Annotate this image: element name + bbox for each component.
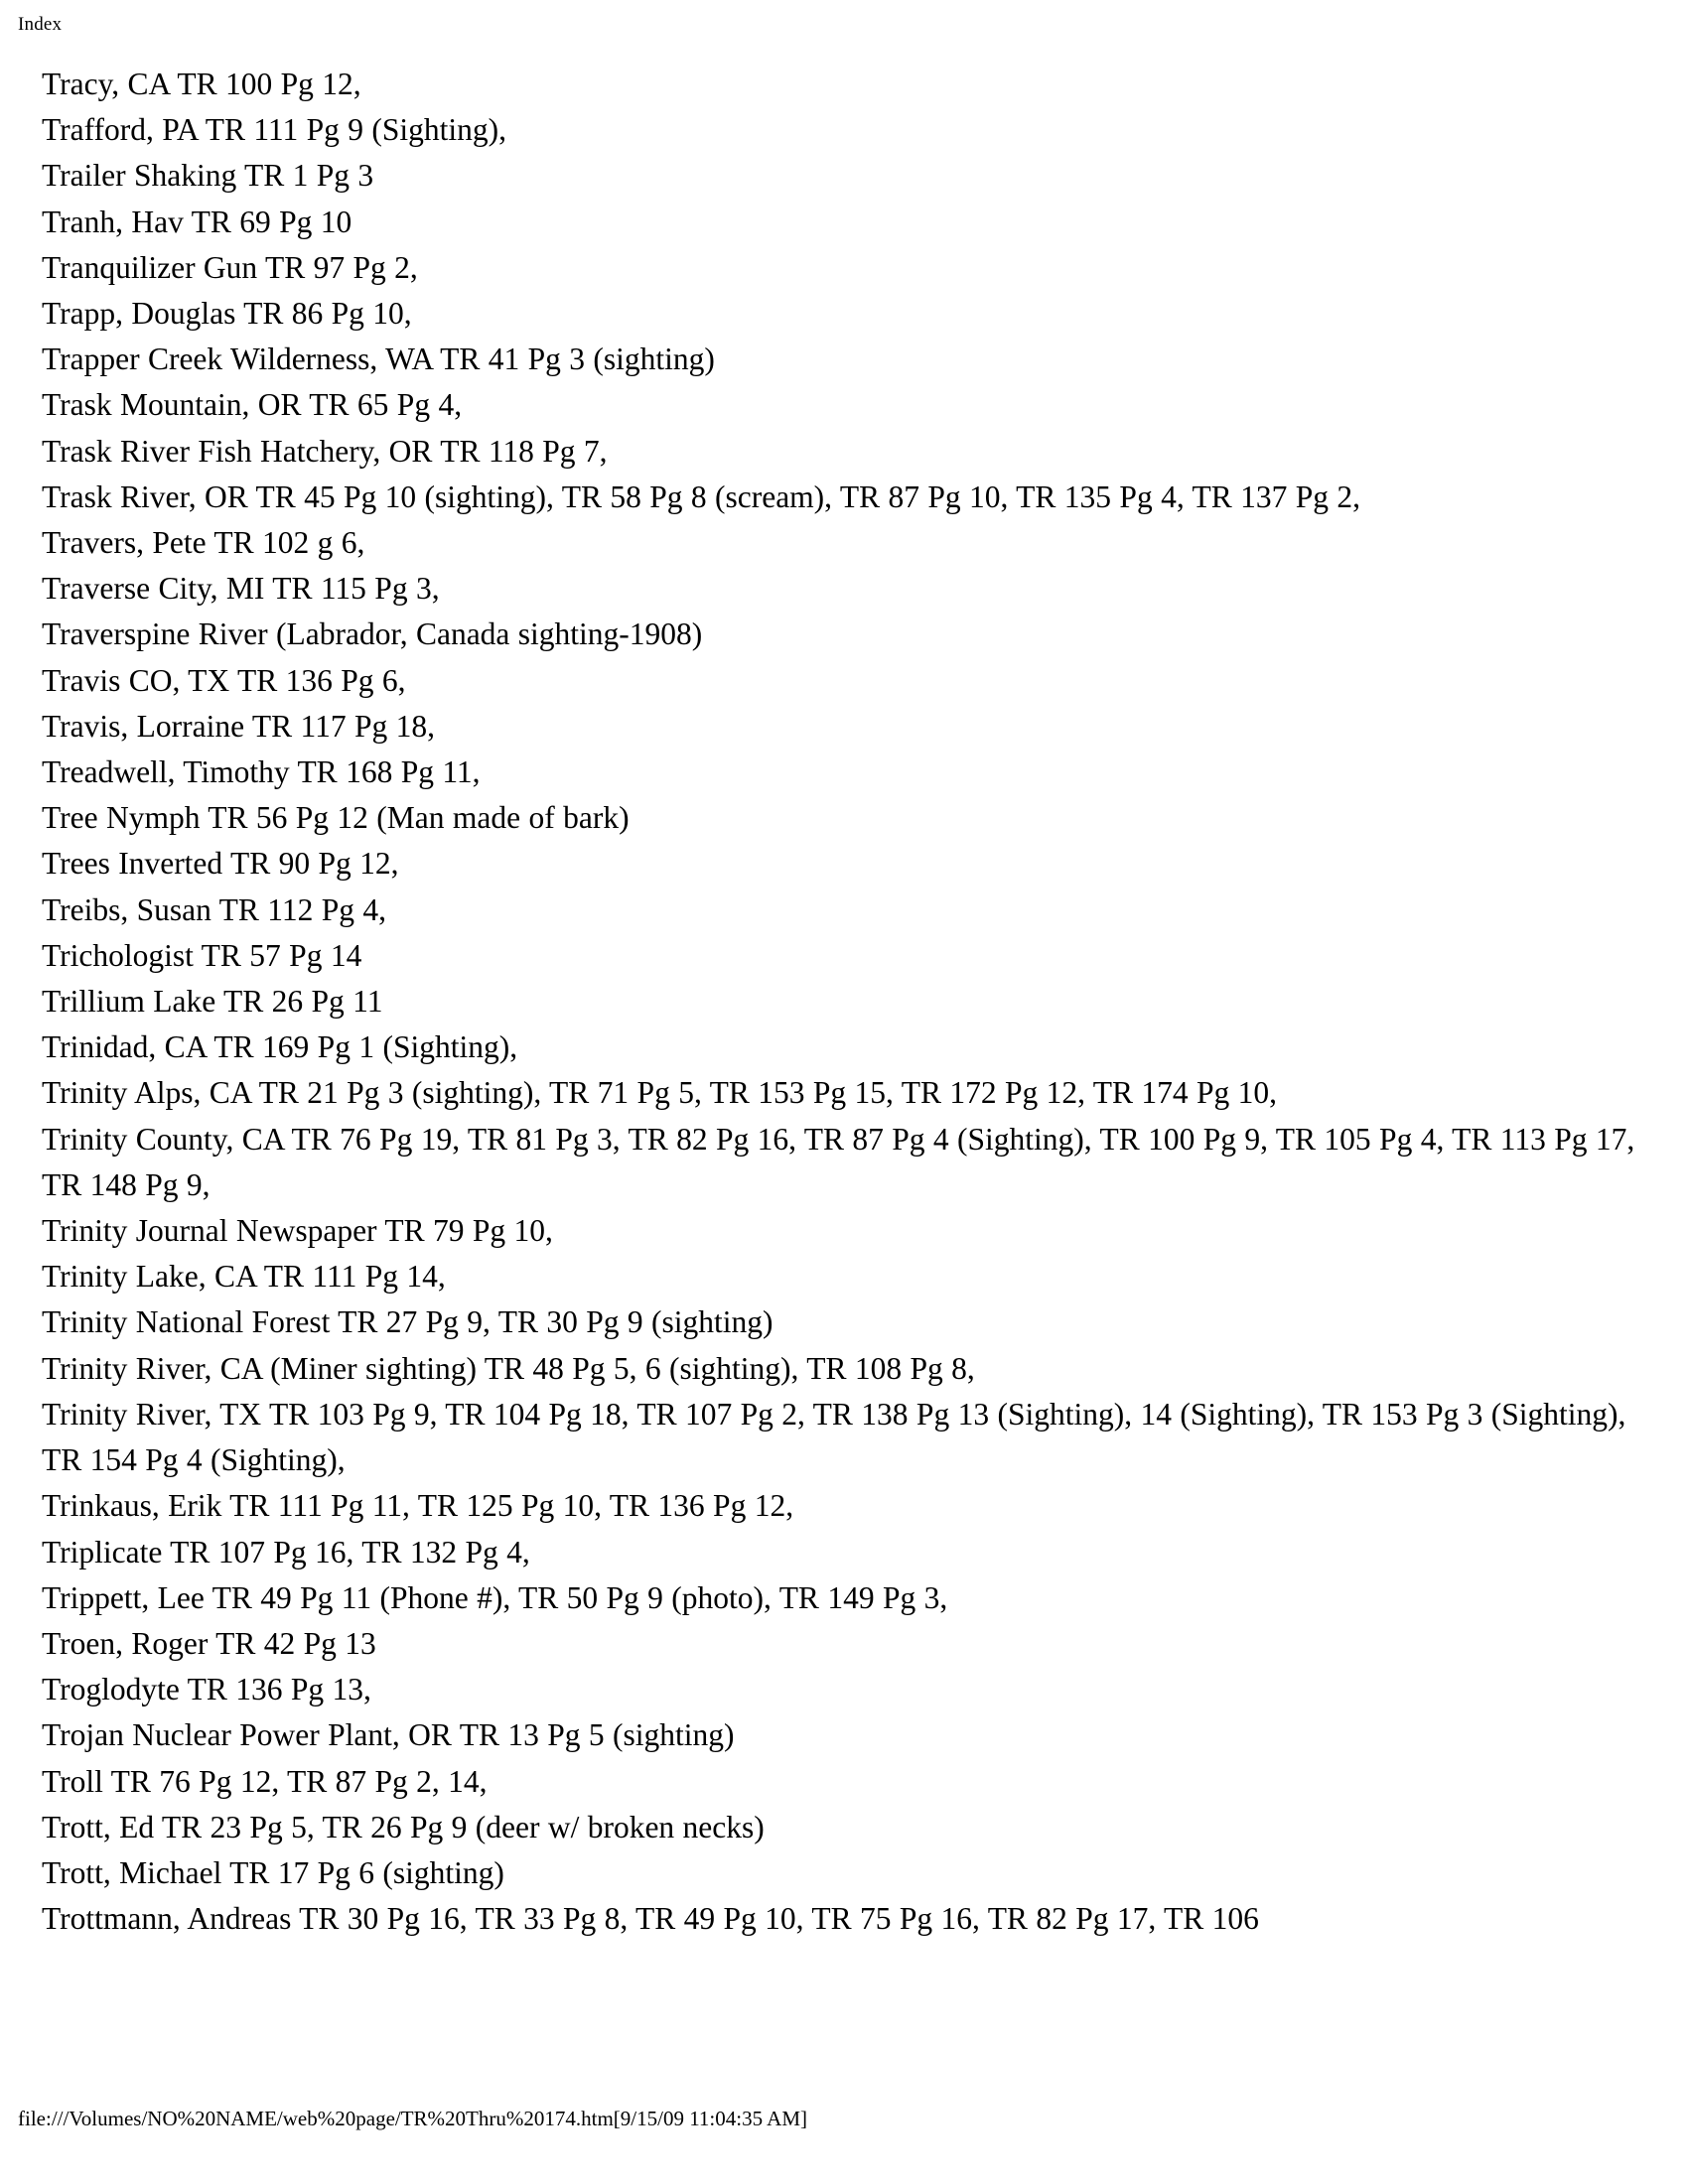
index-entry: Trottmann, Andreas TR 30 Pg 16, TR 33 Pg 8, TR 49 Pg 10, TR 75 Pg 16, TR 82 Pg 17, TR 106 [42, 1901, 1259, 1937]
index-entry: Troglodyte TR 136 Pg 13, [42, 1672, 371, 1707]
index-entry-list [42, 62, 1660, 1942]
index-entry: Troll TR 76 Pg 12, TR 87 Pg 2, 14, [42, 1763, 488, 1799]
index-entry: Trafford, PA TR 111 Pg 9 (Sighting), [42, 112, 507, 148]
index-entry: Traverse City, MI TR 115 Pg 3, [42, 571, 440, 607]
index-entry: Trapper Creek Wilderness, WA TR 41 Pg 3 (sighting) [42, 341, 715, 377]
index-entry: Trinkaus, Erik TR 111 Pg 11, TR 125 Pg 10, TR 136 Pg 12, [42, 1488, 794, 1524]
index-entry: Trask River, OR TR 45 Pg 10 (sighting), TR 58 Pg 8 (scream), TR 87 Pg 10, TR 135 Pg 4, TR 137 Pg 2, [42, 478, 1361, 514]
page-header-label: Index [18, 14, 63, 35]
index-entry: Trask River Fish Hatchery, OR TR 118 Pg 7, [42, 433, 608, 469]
index-entry: Trojan Nuclear Power Plant, OR TR 13 Pg 5 (sighting) [42, 1717, 735, 1753]
index-entry: Triplicate TR 107 Pg 16, TR 132 Pg 4, [42, 1534, 530, 1570]
index-entry: Trott, Ed TR 23 Pg 5, TR 26 Pg 9 (deer w/ broken necks) [42, 1809, 765, 1844]
index-entry: Trailer Shaking TR 1 Pg 3 [42, 158, 374, 194]
index-entry: Tree Nymph TR 56 Pg 12 (Man made of bark) [42, 800, 630, 836]
index-entry: Trinity Journal Newspaper TR 79 Pg 10, [42, 1213, 553, 1249]
index-entry: Trinity River, TX TR 103 Pg 9, TR 104 Pg 18, TR 107 Pg 2, TR 138 Pg 13 (Sighting), 14 (Sighting), TR 153 Pg 3 (Sighting), TR 154 Pg 4 (Sighting), [42, 1396, 1626, 1478]
index-entry: Travers, Pete TR 102 g 6, [42, 525, 365, 561]
index-entry: Trask Mountain, OR TR 65 Pg 4, [42, 387, 463, 423]
index-entry: Trinity Alps, CA TR 21 Pg 3 (sighting), TR 71 Pg 5, TR 153 Pg 15, TR 172 Pg 12, TR 174 Pg 10, [42, 1075, 1278, 1111]
index-entry: Troen, Roger TR 42 Pg 13 [42, 1625, 376, 1661]
index-entry: Tracy, CA TR 100 Pg 12, [42, 67, 361, 101]
page-footer-path: file:///Volumes/NO%20NAME/web%20page/TR%20Thru%20174.htm[9/15/09 11:04:35 AM] [18, 2107, 808, 2130]
index-entry: Treibs, Susan TR 112 Pg 4, [42, 891, 387, 927]
index-entry: Trinidad, CA TR 169 Pg 1 (Sighting), [42, 1029, 518, 1065]
index-entry: Trichologist TR 57 Pg 14 [42, 937, 362, 973]
index-entry: Trees Inverted TR 90 Pg 12, [42, 846, 399, 882]
index-entry: Trinity County, CA TR 76 Pg 19, TR 81 Pg 3, TR 82 Pg 16, TR 87 Pg 4 (Sighting), TR 100 Pg 9, TR 105 Pg 4, TR 113 Pg 17, TR 148 Pg 9, [42, 1121, 1635, 1202]
index-entry: Treadwell, Timothy TR 168 Pg 11, [42, 754, 481, 790]
index-entry: Trinity River, CA (Miner sighting) TR 48 Pg 5, 6 (sighting), TR 108 Pg 8, [42, 1350, 975, 1386]
index-entry: Travis CO, TX TR 136 Pg 6, [42, 662, 406, 698]
index-entry: Trinity National Forest TR 27 Pg 9, TR 30 Pg 9 (sighting) [42, 1304, 774, 1340]
index-entry: Trapp, Douglas TR 86 Pg 10, [42, 296, 412, 332]
index-entry: Tranh, Hav TR 69 Pg 10 [42, 204, 352, 239]
index-entry: Trinity Lake, CA TR 111 Pg 14, [42, 1259, 446, 1295]
index-entry: Travis, Lorraine TR 117 Pg 18, [42, 708, 435, 744]
index-entry: Trippett, Lee TR 49 Pg 11 (Phone #), TR 50 Pg 9 (photo), TR 149 Pg 3, [42, 1579, 948, 1615]
index-entry: Trott, Michael TR 17 Pg 6 (sighting) [42, 1854, 504, 1890]
index-entry: Tranquilizer Gun TR 97 Pg 2, [42, 249, 418, 285]
index-entry: Trillium Lake TR 26 Pg 11 [42, 984, 383, 1020]
index-entry: Traverspine River (Labrador, Canada sighting-1908) [42, 616, 703, 652]
